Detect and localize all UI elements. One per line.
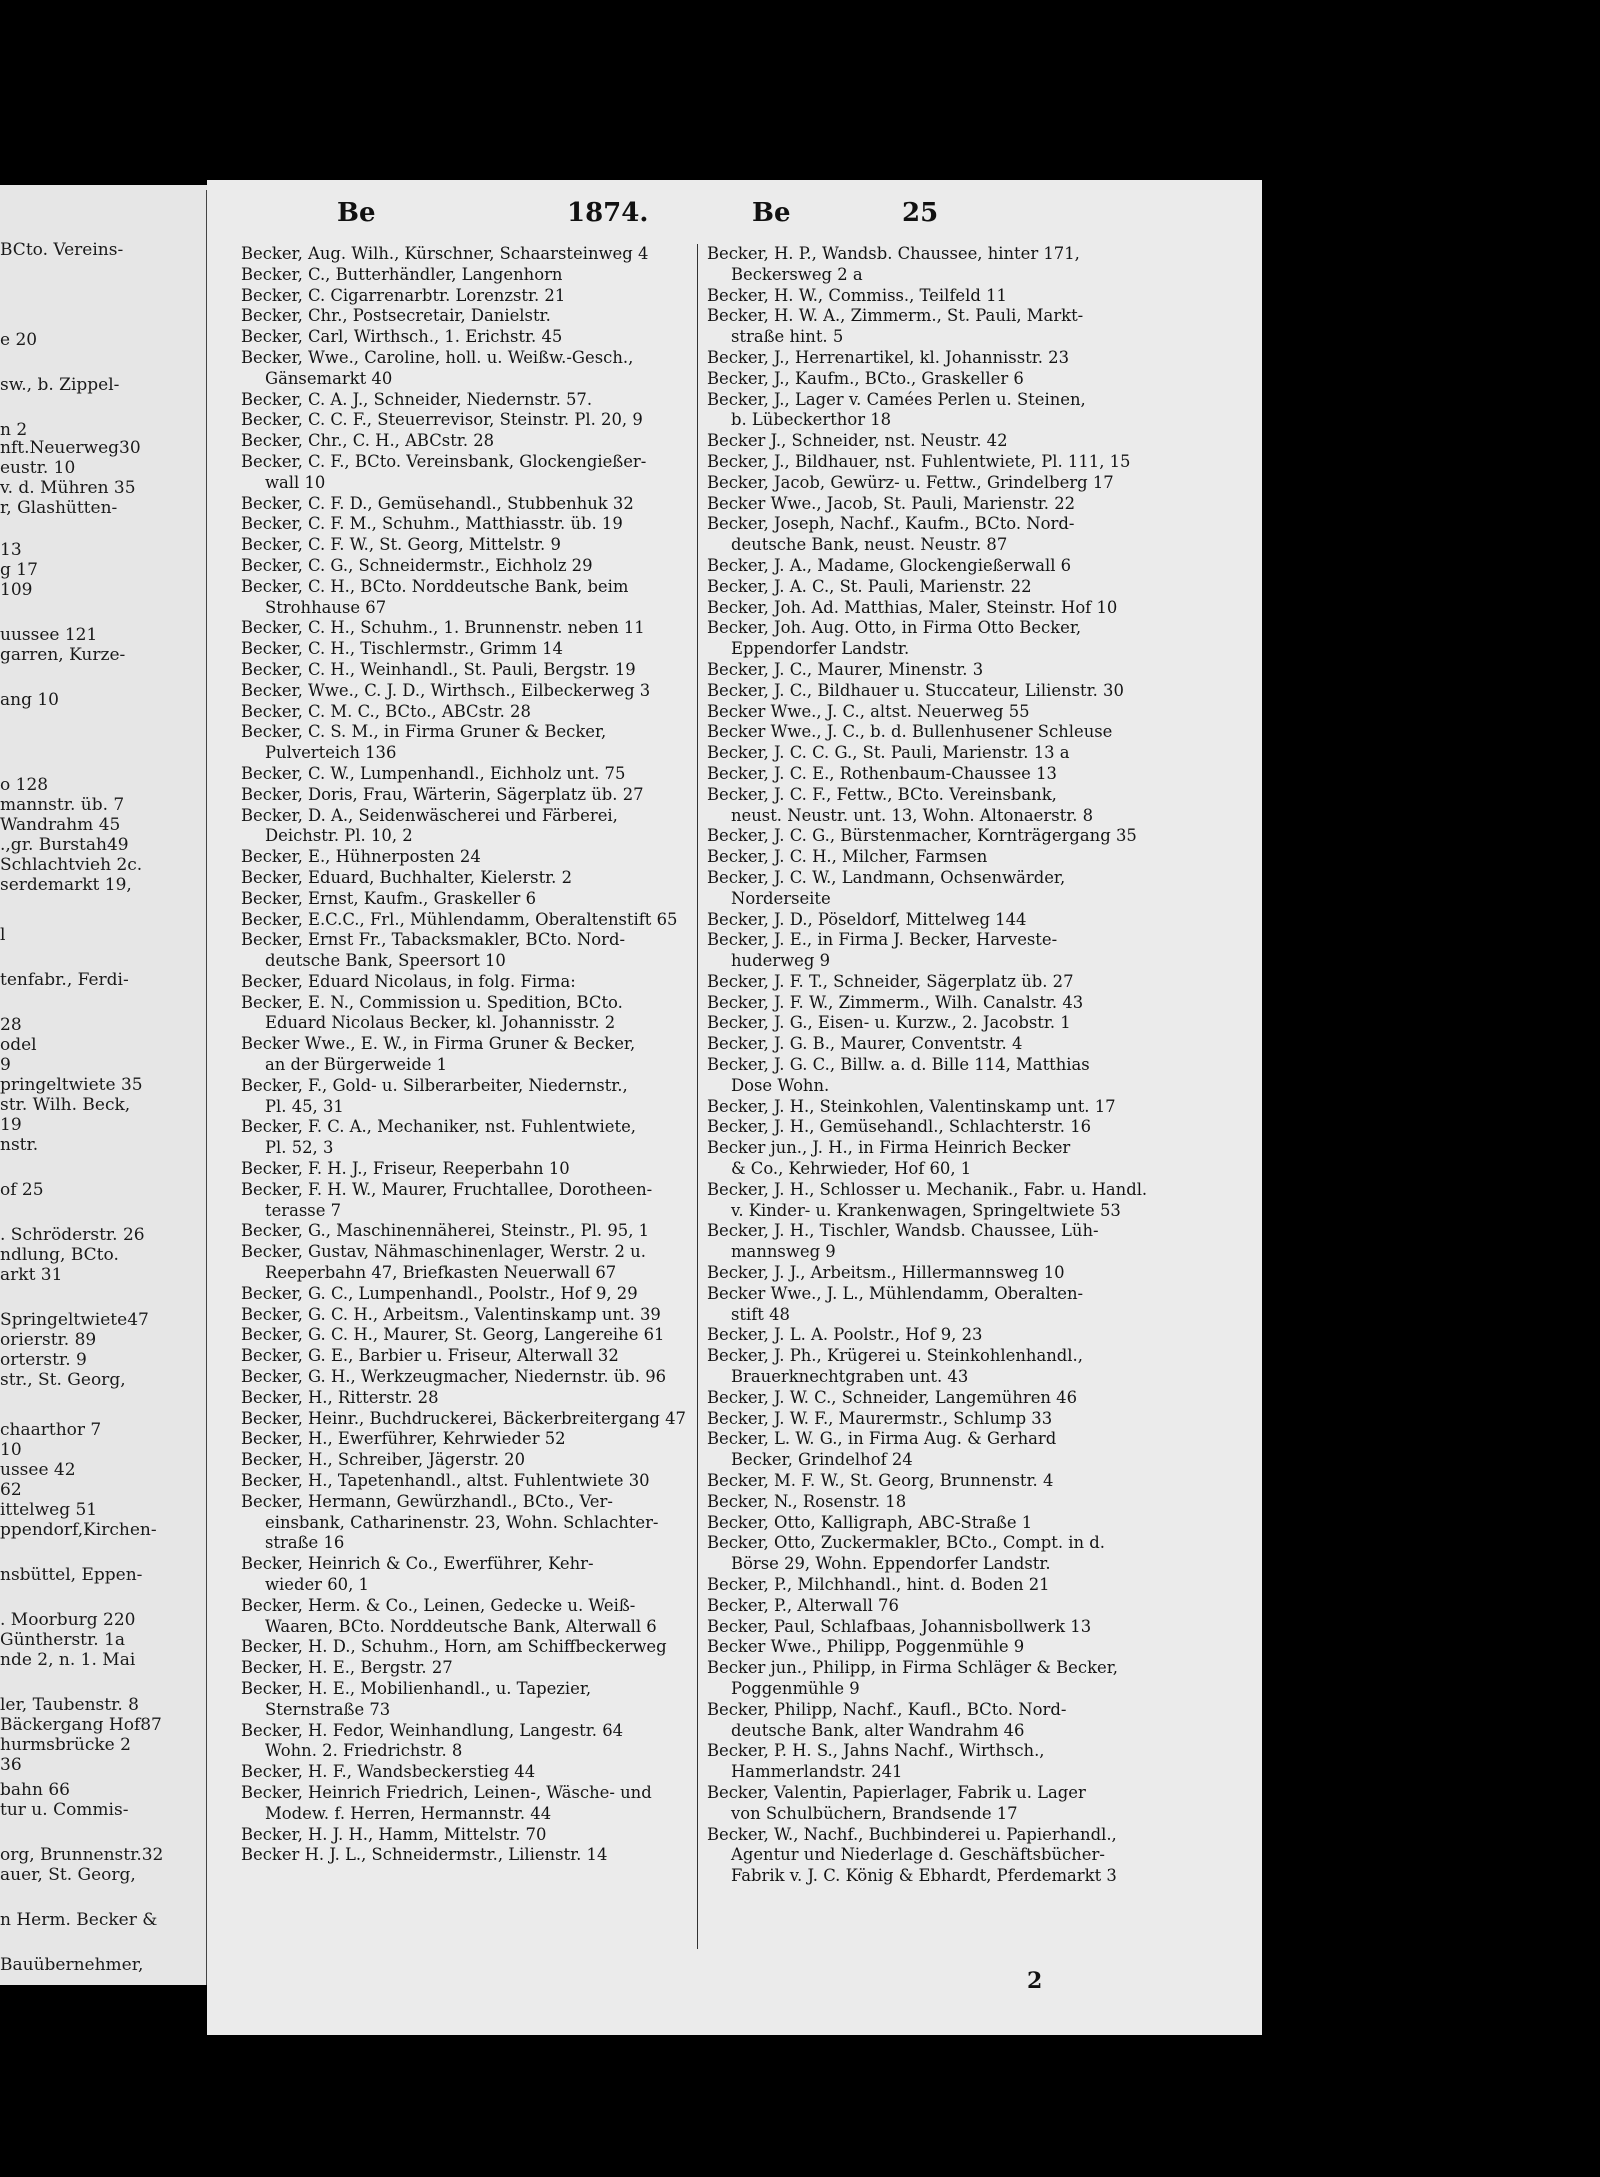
directory-entry: Becker, Eduard, Buchhalter, Kielerstr. 2 [241,867,573,887]
directory-entry: Becker, C. F. M., Schuhm., Matthiasstr. üb. 19 [241,514,623,534]
directory-entry: Becker Wwe., Philipp, Poggenmühle 9 [707,1637,1025,1657]
directory-entry-continuation: huderweg 9 [731,951,831,971]
header-left-abbreviation: Be [337,198,376,228]
directory-entry: Becker, Jacob, Gewürz- u. Fettw., Grindelberg 17 [707,472,1114,492]
directory-entry-continuation: Fabrik v. J. C. König & Ebhardt, Pferdemarkt 3 [731,1866,1117,1886]
directory-entry: Becker, J. A., Madame, Glockengießerwall 6 [707,555,1072,575]
directory-entry: Becker, F., Gold- u. Silberarbeiter, Niedernstr., [241,1075,628,1095]
directory-entry-continuation: stift 48 [731,1304,790,1324]
directory-entry: Becker, J. H., Gemüsehandl., Schlachterstr. 16 [707,1117,1092,1137]
directory-page [207,180,1262,2035]
directory-entry: Becker, J. C., Bildhauer u. Stuccateur, Lilienstr. 30 [707,680,1124,700]
directory-entry: Becker, Carl, Wirthsch., 1. Erichstr. 45 [241,327,563,347]
facing-page-fragment [0,185,222,1985]
header-right-abbreviation: Be [752,198,791,228]
directory-entry: Becker, J. C. F., Fettw., BCto. Vereinsbank, [707,784,1057,804]
directory-entry: Becker, C. Cigarrenarbtr. Lorenzstr. 21 [241,285,566,305]
directory-entry: Becker, Heinrich Friedrich, Leinen-, Wäsche- und [241,1782,652,1802]
directory-entry: Becker, G. C. H., Maurer, St. Georg, Langereihe 61 [241,1325,665,1345]
directory-entry-continuation: Reeperbahn 47, Briefkasten Neuerwall 67 [265,1263,617,1283]
directory-entry: Becker, H. Fedor, Weinhandlung, Langestr. 64 [241,1720,624,1740]
directory-entry: Becker, G. C., Lumpenhandl., Poolstr., Hof 9, 29 [241,1283,638,1303]
directory-entry: Becker, J. G. C., Billw. a. d. Bille 114, Matthias [707,1055,1090,1075]
directory-entry: Becker, Chr., C. H., ABCstr. 28 [241,431,495,451]
facing-page-line: o 128 [0,775,49,795]
directory-entry: Becker, D. A., Seidenwäscherei und Färberei, [241,805,618,825]
column-divider [697,244,698,1949]
directory-entry: Becker, Eduard Nicolaus, in folg. Firma: [241,971,576,991]
directory-entry: Becker, J. L. A. Poolstr., Hof 9, 23 [707,1325,983,1345]
directory-entry-continuation: deutsche Bank, neust. Neustr. 87 [731,535,1008,555]
directory-entry-continuation: Pulverteich 136 [265,743,397,763]
facing-page-line: v. d. Mühren 35 [0,478,136,498]
directory-entry: Becker, J., Lager v. Camées Perlen u. Steinen, [707,389,1086,409]
directory-entry: Becker, Wwe., Caroline, holl. u. Weißw.-Gesch., [241,347,634,367]
directory-entry-continuation: Strohhause 67 [265,597,387,617]
directory-entry: Becker Wwe., J. C., b. d. Bullenhusener Schleuse [707,722,1113,742]
directory-entry: Becker, C. S. M., in Firma Gruner & Becker, [241,722,607,742]
directory-entry: Becker, J. D., Pöseldorf, Mittelweg 144 [707,909,1027,929]
directory-entry-continuation: von Schulbüchern, Brandsende 17 [731,1803,1018,1823]
facing-page-line: nstr. [0,1135,39,1155]
directory-entry: Becker, J. H., Steinkohlen, Valentinskamp unt. 17 [707,1096,1116,1116]
facing-page-line: sw., b. Zippel- [0,375,120,395]
directory-entry: Becker, M. F. W., St. Georg, Brunnenstr. 4 [707,1471,1054,1491]
directory-entry: Becker, H., Tapetenhandl., altst. Fuhlentwiete 30 [241,1471,650,1491]
directory-entry: Becker, Gustav, Nähmaschinenlager, Werstr. 2 u. [241,1242,646,1262]
directory-entry: Becker, J. C. C. G., St. Pauli, Marienstr. 13 a [707,743,1070,763]
facing-page-line: auer, St. Georg, [0,1865,136,1885]
directory-entry: Becker, G. H., Werkzeugmacher, Niedernstr. üb. 96 [241,1367,667,1387]
directory-entry: Becker, H. D., Schuhm., Horn, am Schiffbeckerweg [241,1637,667,1657]
directory-entry-continuation: Waaren, BCto. Norddeutsche Bank, Alterwall 6 [265,1616,657,1636]
directory-entry: Becker, H. F., Wandsbeckerstieg 44 [241,1762,536,1782]
facing-page-line: serdemarkt 19, [0,875,132,895]
directory-entry: Becker, C. G., Schneidermstr., Eichholz 29 [241,555,593,575]
directory-entry: Becker, J. H., Schlosser u. Mechanik., Fabr. u. Handl. [707,1179,1148,1199]
directory-entry: Becker, F. H. J., Friseur, Reeperbahn 10 [241,1159,570,1179]
directory-entry: Becker, H. E., Mobilienhandl., u. Tapezier, [241,1678,592,1698]
facing-page-line: ler, Taubenstr. 8 [0,1695,139,1715]
directory-entry-continuation: Poggenmühle 9 [731,1678,860,1698]
directory-entry: Becker jun., Philipp, in Firma Schläger & Becker, [707,1658,1118,1678]
facing-page-line: ittelweg 51 [0,1500,98,1520]
directory-entry-continuation: Pl. 52, 3 [265,1138,334,1158]
facing-page-line: ndlung, BCto. [0,1245,119,1265]
directory-entry-continuation: wall 10 [265,472,326,492]
directory-entry: Becker, C. A. J., Schneider, Niedernstr. 57. [241,389,593,409]
facing-page-line: 10 [0,1440,22,1460]
directory-entry: Becker, Herm. & Co., Leinen, Gedecke u. Weiß- [241,1595,636,1615]
directory-entry: Becker, J. W. C., Schneider, Langemühren 46 [707,1387,1078,1407]
left-column [241,244,696,1866]
header-year: 1874. [567,198,649,228]
facing-page-line: Wandrahm 45 [0,815,121,835]
directory-entry-continuation: Wohn. 2. Friedrichstr. 8 [265,1741,463,1761]
directory-entry: Becker, H., Ritterstr. 28 [241,1387,439,1407]
directory-entry: Becker jun., J. H., in Firma Heinrich Becker [707,1138,1071,1158]
directory-entry: Becker, C. F. W., St. Georg, Mittelstr. 9 [241,535,561,555]
directory-entry: Becker Wwe., E. W., in Firma Gruner & Becker, [241,1034,636,1054]
facing-page-line: Schlachtvieh 2c. [0,855,143,875]
facing-page-line: str. Wilh. Beck, [0,1095,131,1115]
directory-entry: Becker, J. C. E., Rothenbaum-Chaussee 13 [707,763,1057,783]
directory-entry: Becker, J. C., Maurer, Minenstr. 3 [707,659,984,679]
page-number: 25 [902,198,939,228]
directory-entry: Becker, C. H., Schuhm., 1. Brunnenstr. neben 11 [241,618,645,638]
directory-entry: Becker, J. Ph., Krügerei u. Steinkohlenhandl., [707,1346,1083,1366]
directory-entry-continuation: wieder 60, 1 [265,1575,369,1594]
directory-entry-continuation: neust. Neustr. unt. 13, Wohn. Altonaerstr. 8 [731,805,1094,825]
directory-entry-continuation: Sternstraße 73 [265,1699,391,1719]
facing-page-line: pringeltwiete 35 [0,1075,143,1095]
directory-entry: Becker, J., Bildhauer, nst. Fuhlentwiete, Pl. 111, 15 [707,451,1131,471]
directory-entry-continuation: Agentur und Niederlage d. Geschäftsbücher- [731,1845,1105,1865]
directory-entry-continuation: deutsche Bank, Speersort 10 [265,951,506,971]
facing-page-line: ppendorf,Kirchen- [0,1520,157,1540]
directory-entry: Becker, Doris, Frau, Wärterin, Sägerplatz üb. 27 [241,784,644,804]
directory-entry-continuation: deutsche Bank, alter Wandrahm 46 [731,1720,1025,1740]
directory-entry-continuation: Beckersweg 2 a [731,264,863,284]
facing-page-line: 62 [0,1480,22,1500]
directory-entry: Becker, Joh. Aug. Otto, in Firma Otto Becker, [707,618,1082,638]
facing-page-line: n Herm. Becker & [0,1910,158,1930]
directory-entry: Becker, C. H., Weinhandl., St. Pauli, Bergstr. 19 [241,659,636,679]
directory-entry: Becker, Valentin, Papierlager, Fabrik u. Lager [707,1782,1086,1802]
directory-entry-continuation: Deichstr. Pl. 10, 2 [265,826,413,846]
directory-entry: Becker, C. H., Tischlermstr., Grimm 14 [241,639,563,659]
directory-entry: Becker, Paul, Schlafbaas, Johannisbollwerk 13 [707,1616,1092,1636]
facing-page-line: 9 [0,1055,11,1075]
directory-entry-continuation: mannsweg 9 [731,1242,836,1262]
directory-entry: Becker, N., Rosenstr. 18 [707,1491,907,1511]
directory-entry: Becker, C. W., Lumpenhandl., Eichholz unt. 75 [241,763,626,783]
directory-entry-continuation: einsbank, Catharinenstr. 23, Wohn. Schlachter- [265,1512,659,1532]
directory-entry: Becker, J. F. T., Schneider, Sägerplatz üb. 27 [707,971,1074,991]
facing-page-line: . Moorburg 220 [0,1610,136,1630]
directory-entry-continuation: an der Bürgerweide 1 [265,1055,448,1075]
directory-entry-continuation: v. Kinder- u. Krankenwagen, Springeltwiete 53 [731,1200,1121,1220]
facing-page-line: e 20 [0,330,38,350]
facing-page-line: BCto. Vereins- [0,240,124,260]
directory-entry: Becker, E. N., Commission u. Spedition, BCto. [241,992,623,1012]
directory-entry: Becker, Hermann, Gewürzhandl., BCto., Ver- [241,1491,613,1511]
facing-page-line: nsbüttel, Eppen- [0,1565,143,1585]
directory-entry-continuation: Becker, Grindelhof 24 [731,1450,913,1470]
directory-entry: Becker Wwe., J. C., altst. Neuerweg 55 [707,701,1030,721]
facing-page-line: g 17 [0,560,38,580]
right-column [707,244,1162,1887]
directory-entry: Becker, Otto, Kalligraph, ABC-Straße 1 [707,1512,1033,1532]
directory-entry: Becker, J. J., Arbeitsm., Hillermannsweg 10 [707,1263,1065,1283]
facing-page-line: of 25 [0,1180,44,1200]
directory-entry: Becker, G. E., Barbier u. Friseur, Alterwall 32 [241,1346,619,1366]
directory-entry: Becker Wwe., Jacob, St. Pauli, Marienstr. 22 [707,493,1076,513]
directory-entry-continuation: b. Lübeckerthor 18 [731,410,892,430]
facing-page-line: ussee 42 [0,1460,76,1480]
directory-entry: Becker, J. F. W., Zimmerm., Wilh. Canalstr. 43 [707,992,1084,1012]
facing-page-line: arkt 31 [0,1265,63,1285]
directory-entry: Becker, Heinrich & Co., Ewerführer, Kehr- [241,1554,594,1574]
directory-entry: Becker, L. W. G., in Firma Aug. & Gerhard [707,1429,1057,1449]
facing-page-line: 28 [0,1015,22,1035]
directory-entry: Becker, J., Kaufm., BCto., Graskeller 6 [707,368,1024,388]
facing-page-line: tenfabr., Ferdi- [0,970,129,990]
directory-entry: Becker, H., Ewerführer, Kehrwieder 52 [241,1429,566,1449]
facing-page-line: .,gr. Burstah49 [0,835,129,855]
facing-page-line: str., St. Georg, [0,1370,126,1390]
directory-entry: Becker, F. H. W., Maurer, Fruchtallee, Dorotheen- [241,1179,653,1199]
facing-page-line: uussee 121 [0,625,98,645]
directory-entry: Becker, Heinr., Buchdruckerei, Bäckerbreitergang 47 [241,1408,686,1428]
facing-page-line: Springeltwiete47 [0,1310,149,1330]
facing-page-line: chaarthor 7 [0,1420,102,1440]
directory-entry: Becker, J. H., Tischler, Wandsb. Chaussee, Lüh- [707,1221,1099,1241]
facing-page-line: Bauübernehmer, [0,1955,144,1975]
facing-page-line: ang 10 [0,690,60,710]
facing-page-line: orierstr. 89 [0,1330,97,1350]
facing-page-line: 109 [0,580,33,600]
directory-entry: Becker, Chr., Postsecretair, Danielstr. [241,306,551,326]
directory-entry: Becker, J. C. H., Milcher, Farmsen [707,847,988,867]
directory-entry: Becker, C. C. F., Steuerrevisor, Steinstr. Pl. 20, 9 [241,410,643,430]
directory-entry: Becker, H. P., Wandsb. Chaussee, hinter 171, [707,244,1080,263]
directory-entry: Becker, G. C. H., Arbeitsm., Valentinskamp unt. 39 [241,1304,661,1324]
directory-entry-continuation: Eppendorfer Landstr. [731,639,910,659]
facing-page-line: 13 [0,540,22,560]
facing-page-line: tur u. Commis- [0,1800,129,1820]
directory-entry: Becker, E., Hühnerposten 24 [241,847,481,867]
directory-entry-continuation: terasse 7 [265,1200,342,1220]
running-header [207,198,1262,234]
directory-entry: Becker, E.C.C., Frl., Mühlendamm, Oberaltenstift 65 [241,909,678,929]
facing-page-line: n 2 [0,420,28,440]
directory-entry: Becker, J. E., in Firma J. Becker, Harveste- [707,930,1058,950]
directory-entry-continuation: Norderseite [731,888,831,908]
facing-page-line: nft.Neuerweg30 [0,438,141,458]
directory-entry: Becker, Wwe., C. J. D., Wirthsch., Eilbeckerweg 3 [241,680,651,700]
directory-entry: Becker, C. F. D., Gemüsehandl., Stubbenhuk 32 [241,493,634,513]
directory-entry-continuation: straße 16 [265,1533,345,1553]
facing-page-line: eustr. 10 [0,458,76,478]
directory-entry: Becker, P., Alterwall 76 [707,1595,899,1615]
facing-page-line: 36 [0,1755,22,1775]
facing-page-line: . Schröderstr. 26 [0,1225,145,1245]
directory-entry: Becker, H. E., Bergstr. 27 [241,1658,453,1678]
directory-entry-continuation: & Co., Kehrwieder, Hof 60, 1 [731,1159,972,1179]
directory-entry-continuation: Modew. f. Herren, Hermannstr. 44 [265,1803,552,1823]
directory-entry: Becker, C. M. C., BCto., ABCstr. 28 [241,701,531,721]
directory-entry: Becker, P., Milchhandl., hint. d. Boden 21 [707,1575,1050,1594]
directory-entry: Becker, H. J. H., Hamm, Mittelstr. 70 [241,1824,547,1844]
directory-entry: Becker, C. F., BCto. Vereinsbank, Glockengießer- [241,451,647,471]
facing-page-line: garren, Kurze- [0,645,126,665]
directory-entry: Becker, H., Schreiber, Jägerstr. 20 [241,1450,525,1470]
directory-entry: Becker, J. G. B., Maurer, Conventstr. 4 [707,1034,1023,1054]
facing-page-line: r, Glashütten- [0,498,118,518]
directory-entry-continuation: Gänsemarkt 40 [265,368,393,388]
facing-page-line: odel [0,1035,37,1055]
directory-entry: Becker, H. W., Commiss., Teilfeld 11 [707,285,1007,305]
directory-entry: Becker, C. H., BCto. Norddeutsche Bank, beim [241,576,629,596]
directory-entry: Becker, Aug. Wilh., Kürschner, Schaarsteinweg 4 [241,244,649,263]
facing-page-line: hurmsbrücke 2 [0,1735,131,1755]
facing-page-line: Güntherstr. 1a [0,1630,126,1650]
directory-entry-continuation: Brauerknechtgraben unt. 43 [731,1367,969,1387]
directory-entry: Becker, J. A. C., St. Pauli, Marienstr. 22 [707,576,1032,596]
signature-mark: 2 [1027,1968,1043,1994]
facing-page-line: l [0,925,6,945]
directory-entry: Becker, J. G., Eisen- u. Kurzw., 2. Jacobstr. 1 [707,1013,1071,1033]
directory-entry: Becker, W., Nachf., Buchbinderei u. Papierhandl., [707,1824,1117,1844]
directory-entry: Becker, F. C. A., Mechaniker, nst. Fuhlentwiete, [241,1117,636,1137]
directory-entry: Becker Wwe., J. L., Mühlendamm, Oberalten- [707,1283,1084,1303]
directory-entry: Becker, Philipp, Nachf., Kaufl., BCto. Nord- [707,1699,1067,1719]
facing-page-line: bahn 66 [0,1780,70,1800]
directory-entry: Becker, P. H. S., Jahns Nachf., Wirthsch., [707,1741,1045,1761]
directory-entry: Becker, Otto, Zuckermakler, BCto., Compt. in d. [707,1533,1105,1553]
directory-entry: Becker, J. W. F., Maurermstr., Schlump 33 [707,1408,1053,1428]
directory-entry: Becker, Ernst, Kaufm., Graskeller 6 [241,888,536,908]
directory-entry-continuation: Hammerlandstr. 241 [731,1762,903,1782]
directory-entry: Becker, Ernst Fr., Tabacksmakler, BCto. Nord- [241,930,626,950]
facing-page-line: mannstr. üb. 7 [0,795,125,815]
directory-entry: Becker, G., Maschinennäherei, Steinstr., Pl. 95, 1 [241,1221,650,1241]
directory-entry-continuation: Pl. 45, 31 [265,1096,344,1116]
directory-entry: Becker, Joseph, Nachf., Kaufm., BCto. Nord- [707,514,1075,534]
directory-entry: Becker, J. C. G., Bürstenmacher, Kornträgergang 35 [707,826,1137,846]
facing-page-line: org, Brunnenstr.32 [0,1845,164,1865]
directory-entry-continuation: straße hint. 5 [731,327,844,347]
directory-entry-continuation: Börse 29, Wohn. Eppendorfer Landstr. [731,1554,1051,1574]
facing-page-line: orterstr. 9 [0,1350,87,1370]
facing-page-line: 19 [0,1115,22,1135]
directory-entry: Becker, J., Herrenartikel, kl. Johannisstr. 23 [707,347,1070,367]
directory-entry-continuation: Eduard Nicolaus Becker, kl. Johannisstr. 2 [265,1013,616,1033]
directory-entry: Becker H. J. L., Schneidermstr., Lilienstr. 14 [241,1845,608,1865]
directory-entry: Becker, J. C. W., Landmann, Ochsenwärder, [707,867,1066,887]
directory-entry: Becker, C., Butterhändler, Langenhorn [241,264,563,284]
directory-entry: Becker, Joh. Ad. Matthias, Maler, Steinstr. Hof 10 [707,597,1118,617]
facing-page-line: nde 2, n. 1. Mai [0,1650,136,1670]
directory-entry: Becker, H. W. A., Zimmerm., St. Pauli, Markt- [707,306,1084,326]
directory-entry-continuation: Dose Wohn. [731,1075,830,1095]
facing-page-line: Bäckergang Hof87 [0,1715,162,1735]
directory-entry: Becker J., Schneider, nst. Neustr. 42 [707,431,1008,451]
